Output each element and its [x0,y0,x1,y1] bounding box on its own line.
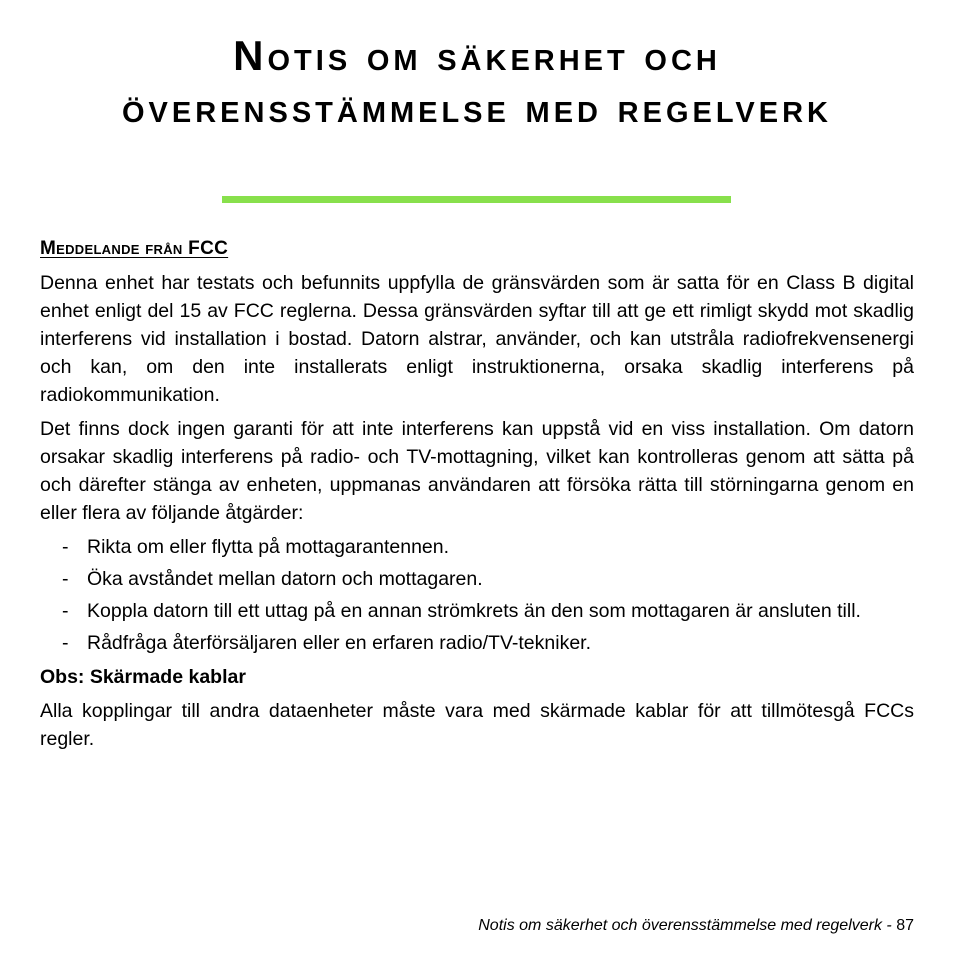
list-item [40,597,914,625]
list-dash: - [62,536,69,558]
list-dash: - [62,568,69,590]
title-underline-bar [222,196,731,203]
note-text: Alla kopplingar till andra dataenheter måste vara med skärmade kablar för att tillmötesgå FCCs regler. [40,700,914,750]
page-footer [478,917,914,935]
footer-running-title: Notis om säkerhet och överensstämmelse med regelverk - [478,917,892,934]
note-heading: Obs: Skärmade kablar [40,666,246,688]
list-item [40,533,914,561]
paragraph-interference-guarantee: Det finns dock ingen garanti för att inte interferens kan uppstå vid en viss installation. Om datorn orsakar skadlig interferens på radio- och TV-mottagning, vilket kan kontrolleras genom att sätta på och därefter stänga av enheten, uppmanas användaren att försöka rätta till störningarna genom en eller flera av följande åtgärder: [40,418,914,524]
measures-list [40,533,914,657]
list-dash: - [62,632,69,654]
list-item-text: Rådfråga återförsäljaren eller en erfaren radio/TV-tekniker. [87,632,592,654]
list-item [40,565,914,593]
page-number: 87 [896,917,914,934]
list-item-text: Rikta om eller flytta på mottagarantennen. [87,536,450,558]
paragraph-fcc-compliance: Denna enhet har testats och befunnits uppfylla de gränsvärden som är satta för en Class B digital enhet enligt del 15 av FCC reglerna. Dessa gränsvärden syftar till att ge ett rimligt skydd mot skadlig interferens vid installation i bostad. Datorn alstrar, använder, och kan utstråla radiofrekvensenergi och kan, om den inte installerats enligt instruktionerna, orsaka skadlig interferens på radiokommunikation. [40,272,914,406]
list-item [40,629,914,657]
section-heading: Meddelande från FCC [40,238,229,259]
list-item-text: Öka avståndet mellan datorn och mottagaren. [87,568,483,590]
page-title: Notis om säkerhet och överensstämmelse med regelverk [122,32,832,131]
list-item-text: Koppla datorn till ett uttag på en annan strömkrets än den som mottagaren är ansluten till. [87,600,861,622]
section-body [40,269,914,759]
list-dash: - [62,600,69,622]
